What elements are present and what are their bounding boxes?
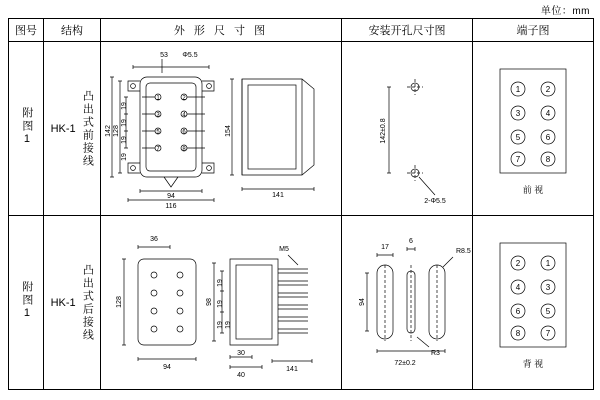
row2-terminal-cell [473, 216, 594, 390]
row1-hole-cell [342, 42, 473, 216]
dim-141-rear: 141 [286, 365, 298, 373]
table-row [9, 216, 594, 390]
hole-dim-2-phi55: 2-Φ5.5 [424, 197, 446, 205]
term-num-5: 5 [545, 306, 551, 316]
dim-128: 128 [113, 124, 120, 137]
row2-structure-label: 凸出式后接线 [81, 263, 94, 342]
terminal-8: 8 [182, 146, 186, 152]
row2-model-label: HK-1 [50, 296, 76, 309]
term-num-8: 8 [515, 328, 521, 338]
terminal-4: 4 [182, 112, 186, 118]
terminal-5: 5 [156, 129, 160, 135]
header-structure: 结构 [44, 19, 101, 42]
row1-terminal-cell [473, 42, 594, 216]
row1-drawing-no [9, 42, 44, 216]
dim-154: 154 [225, 124, 232, 137]
row2-drawing-no [9, 216, 44, 390]
row1-structure [44, 42, 101, 216]
term-num-4: 4 [545, 108, 551, 118]
row1-outline-drawing [102, 45, 340, 213]
row1-structure-label: 凸出式前接线 [81, 89, 94, 168]
terminal-2: 2 [182, 95, 186, 101]
term-num-7: 7 [545, 328, 551, 338]
hole-dim-72: 72±0.2 [394, 359, 416, 367]
dim-30: 30 [237, 349, 245, 357]
hole-dim-94: 94 [359, 297, 366, 306]
dim-19-e: 19 [217, 278, 224, 287]
dim-128-rear: 128 [116, 295, 123, 308]
dim-98: 98 [206, 297, 213, 306]
hole-dim-17: 17 [381, 243, 389, 251]
hole-dim-r3: R3 [431, 349, 440, 357]
hole-dim-r85: R8.5 [456, 247, 471, 255]
header-outline-dimensions: 外 形 尺 寸 图 [101, 19, 342, 42]
dim-19-f: 19 [217, 299, 224, 308]
row1-model-label: HK-1 [50, 122, 76, 135]
row2-structure [44, 216, 101, 390]
terminal-7: 7 [156, 146, 160, 152]
dim-36: 36 [150, 235, 158, 243]
terminal-3: 3 [156, 112, 160, 118]
term-num-3: 3 [545, 282, 551, 292]
unit-note: 单位：mm [540, 6, 590, 17]
terminal-caption-front: 前 视 [522, 184, 544, 195]
term-num-6: 6 [545, 132, 551, 142]
dim-19-c: 19 [121, 135, 128, 144]
dim-19-h: 19 [225, 320, 232, 329]
header-drawing-no: 图号 [9, 19, 44, 42]
row1-drawing-no-label: 附图1 [20, 107, 33, 147]
hole-dim-6: 6 [409, 237, 413, 245]
terminal-1: 1 [156, 95, 160, 101]
dim-116: 116 [165, 202, 177, 210]
dim-94: 94 [167, 192, 175, 200]
row2-outline-cell [101, 216, 342, 390]
row2-drawing-no-label: 附图1 [20, 281, 33, 321]
dim-19-a: 19 [121, 101, 128, 110]
dim-141: 141 [272, 191, 284, 199]
row1-hole-drawing [343, 45, 471, 213]
term-num-1: 1 [545, 258, 551, 268]
row2-terminal-drawing [474, 219, 592, 387]
dim-19-g: 19 [217, 320, 224, 329]
term-num-7: 7 [515, 154, 521, 164]
dimension-table [8, 18, 594, 390]
term-num-2: 2 [515, 258, 521, 268]
hole-dim-142: 142±0.8 [380, 117, 387, 144]
dim-40: 40 [237, 371, 245, 379]
term-num-3: 3 [515, 108, 521, 118]
terminal-caption-rear: 背 视 [522, 358, 544, 369]
term-num-6: 6 [515, 306, 521, 316]
term-num-4: 4 [515, 282, 521, 292]
dim-19-d: 19 [121, 152, 128, 161]
row2-outline-drawing [102, 219, 340, 387]
row2-hole-cell [342, 216, 473, 390]
terminal-6: 6 [182, 129, 186, 135]
header-terminal: 端子图 [473, 19, 594, 42]
table-row [9, 42, 594, 216]
term-num-5: 5 [515, 132, 521, 142]
row2-hole-drawing [343, 219, 471, 387]
row1-terminal-drawing [474, 45, 592, 213]
term-num-2: 2 [545, 84, 551, 94]
dim-94-rear: 94 [163, 363, 171, 371]
table-header-row [9, 19, 594, 42]
dim-m5: M5 [279, 245, 289, 253]
term-num-1: 1 [515, 84, 521, 94]
dim-142: 142 [105, 124, 112, 137]
row1-outline-cell [101, 42, 342, 216]
term-num-8: 8 [545, 154, 551, 164]
dim-53: 53 [160, 51, 168, 59]
dim-19-b: 19 [121, 118, 128, 127]
dim-phi55: Φ5.5 [182, 51, 198, 59]
header-mounting-hole: 安装开孔尺寸图 [342, 19, 473, 42]
